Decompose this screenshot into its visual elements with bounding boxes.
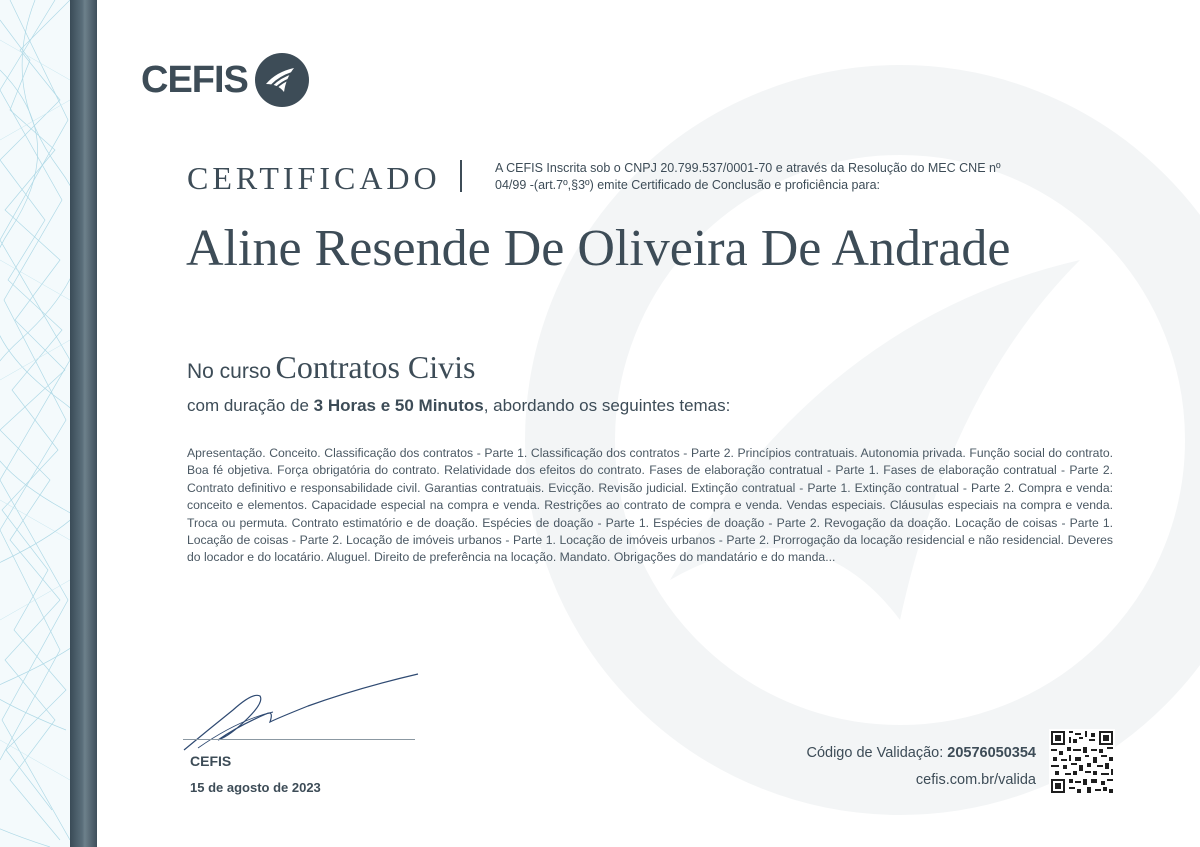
logo-text: CEFIS [141,58,248,101]
validation-code-line [806,740,1036,767]
issue-date: 15 de agosto de 2023 [190,780,321,795]
course-name: Contratos Civis [275,349,476,385]
cefis-logo [141,52,310,108]
duration-prefix: com duração de [187,396,309,415]
logo-book-icon [254,52,310,108]
signature-line [183,739,415,740]
course-topics: Apresentação. Conceito. Classificação dos contratos - Parte 1. Classificação dos contratos - Parte 2. Princípios contratuais. Autonomia privada. Função social do contrato. Boa fé objetiva. Força obrigatória do contrato. Relatividade dos efeitos do contrato. Fases de elaboração contratual - Parte 1. Fases de elaboração contratual - Parte 2. Contrato definitivo e responsabilidade civil. Garantias contratuais. Evicção. Revisão judicial. Extinção contratual - Parte 1. Extinção contratual - Parte 2. Compra e venda: conceito e elementos. Capacidade especial na compra e venda. Restrições ao contrato de compra e venda. Vendas especiais. Cláusulas especiais na compra e venda. Troca ou permuta. Contrato estimatório e de doação. Espécies de doação - Parte 1. Espécies de doação - Parte 2. Revogação da doação. Locação de coisas - Parte 1. Locação de coisas - Parte 2. Locação de imóveis urbanos - Parte 1. Locação de imóveis urbanos - Parte 2. Prorrogação da locação residencial e não residencial. Deveres do locador e do locatário. Aluguel. Direito de preferência na locação. Mandato. Obrigações do mandatário e do manda... [187,446,1113,565]
left-decorative-pattern [0,0,70,847]
duration-value: 3 Horas e 50 Minutos [313,396,484,415]
student-name: Aline Resende De Oliveira De Andrade [186,220,1011,277]
qr-code[interactable] [1049,729,1115,795]
signature-image [178,670,428,760]
validation-block [806,740,1036,794]
duration-line [187,396,730,416]
validation-code: 20576050354 [947,745,1036,761]
course-prefix: No curso [187,360,272,383]
course-line [187,349,476,386]
validation-url[interactable]: cefis.com.br/valida [915,772,1036,788]
duration-suffix: , abordando os seguintes temas: [483,396,731,415]
certificate-intro: A CEFIS Inscrita sob o CNPJ 20.799.537/0001-70 e através da Resolução do MEC CNE nº 04/99 -(art.7º,§3º) emite Certificado de Conclusão e proficiência para: [495,161,1001,192]
validation-label: Código de Validação: [806,745,944,761]
title-divider [460,160,462,192]
certificate-title: CERTIFICADO [187,160,441,196]
signer-name: CEFIS [190,753,232,769]
left-accent-bar [70,0,97,847]
